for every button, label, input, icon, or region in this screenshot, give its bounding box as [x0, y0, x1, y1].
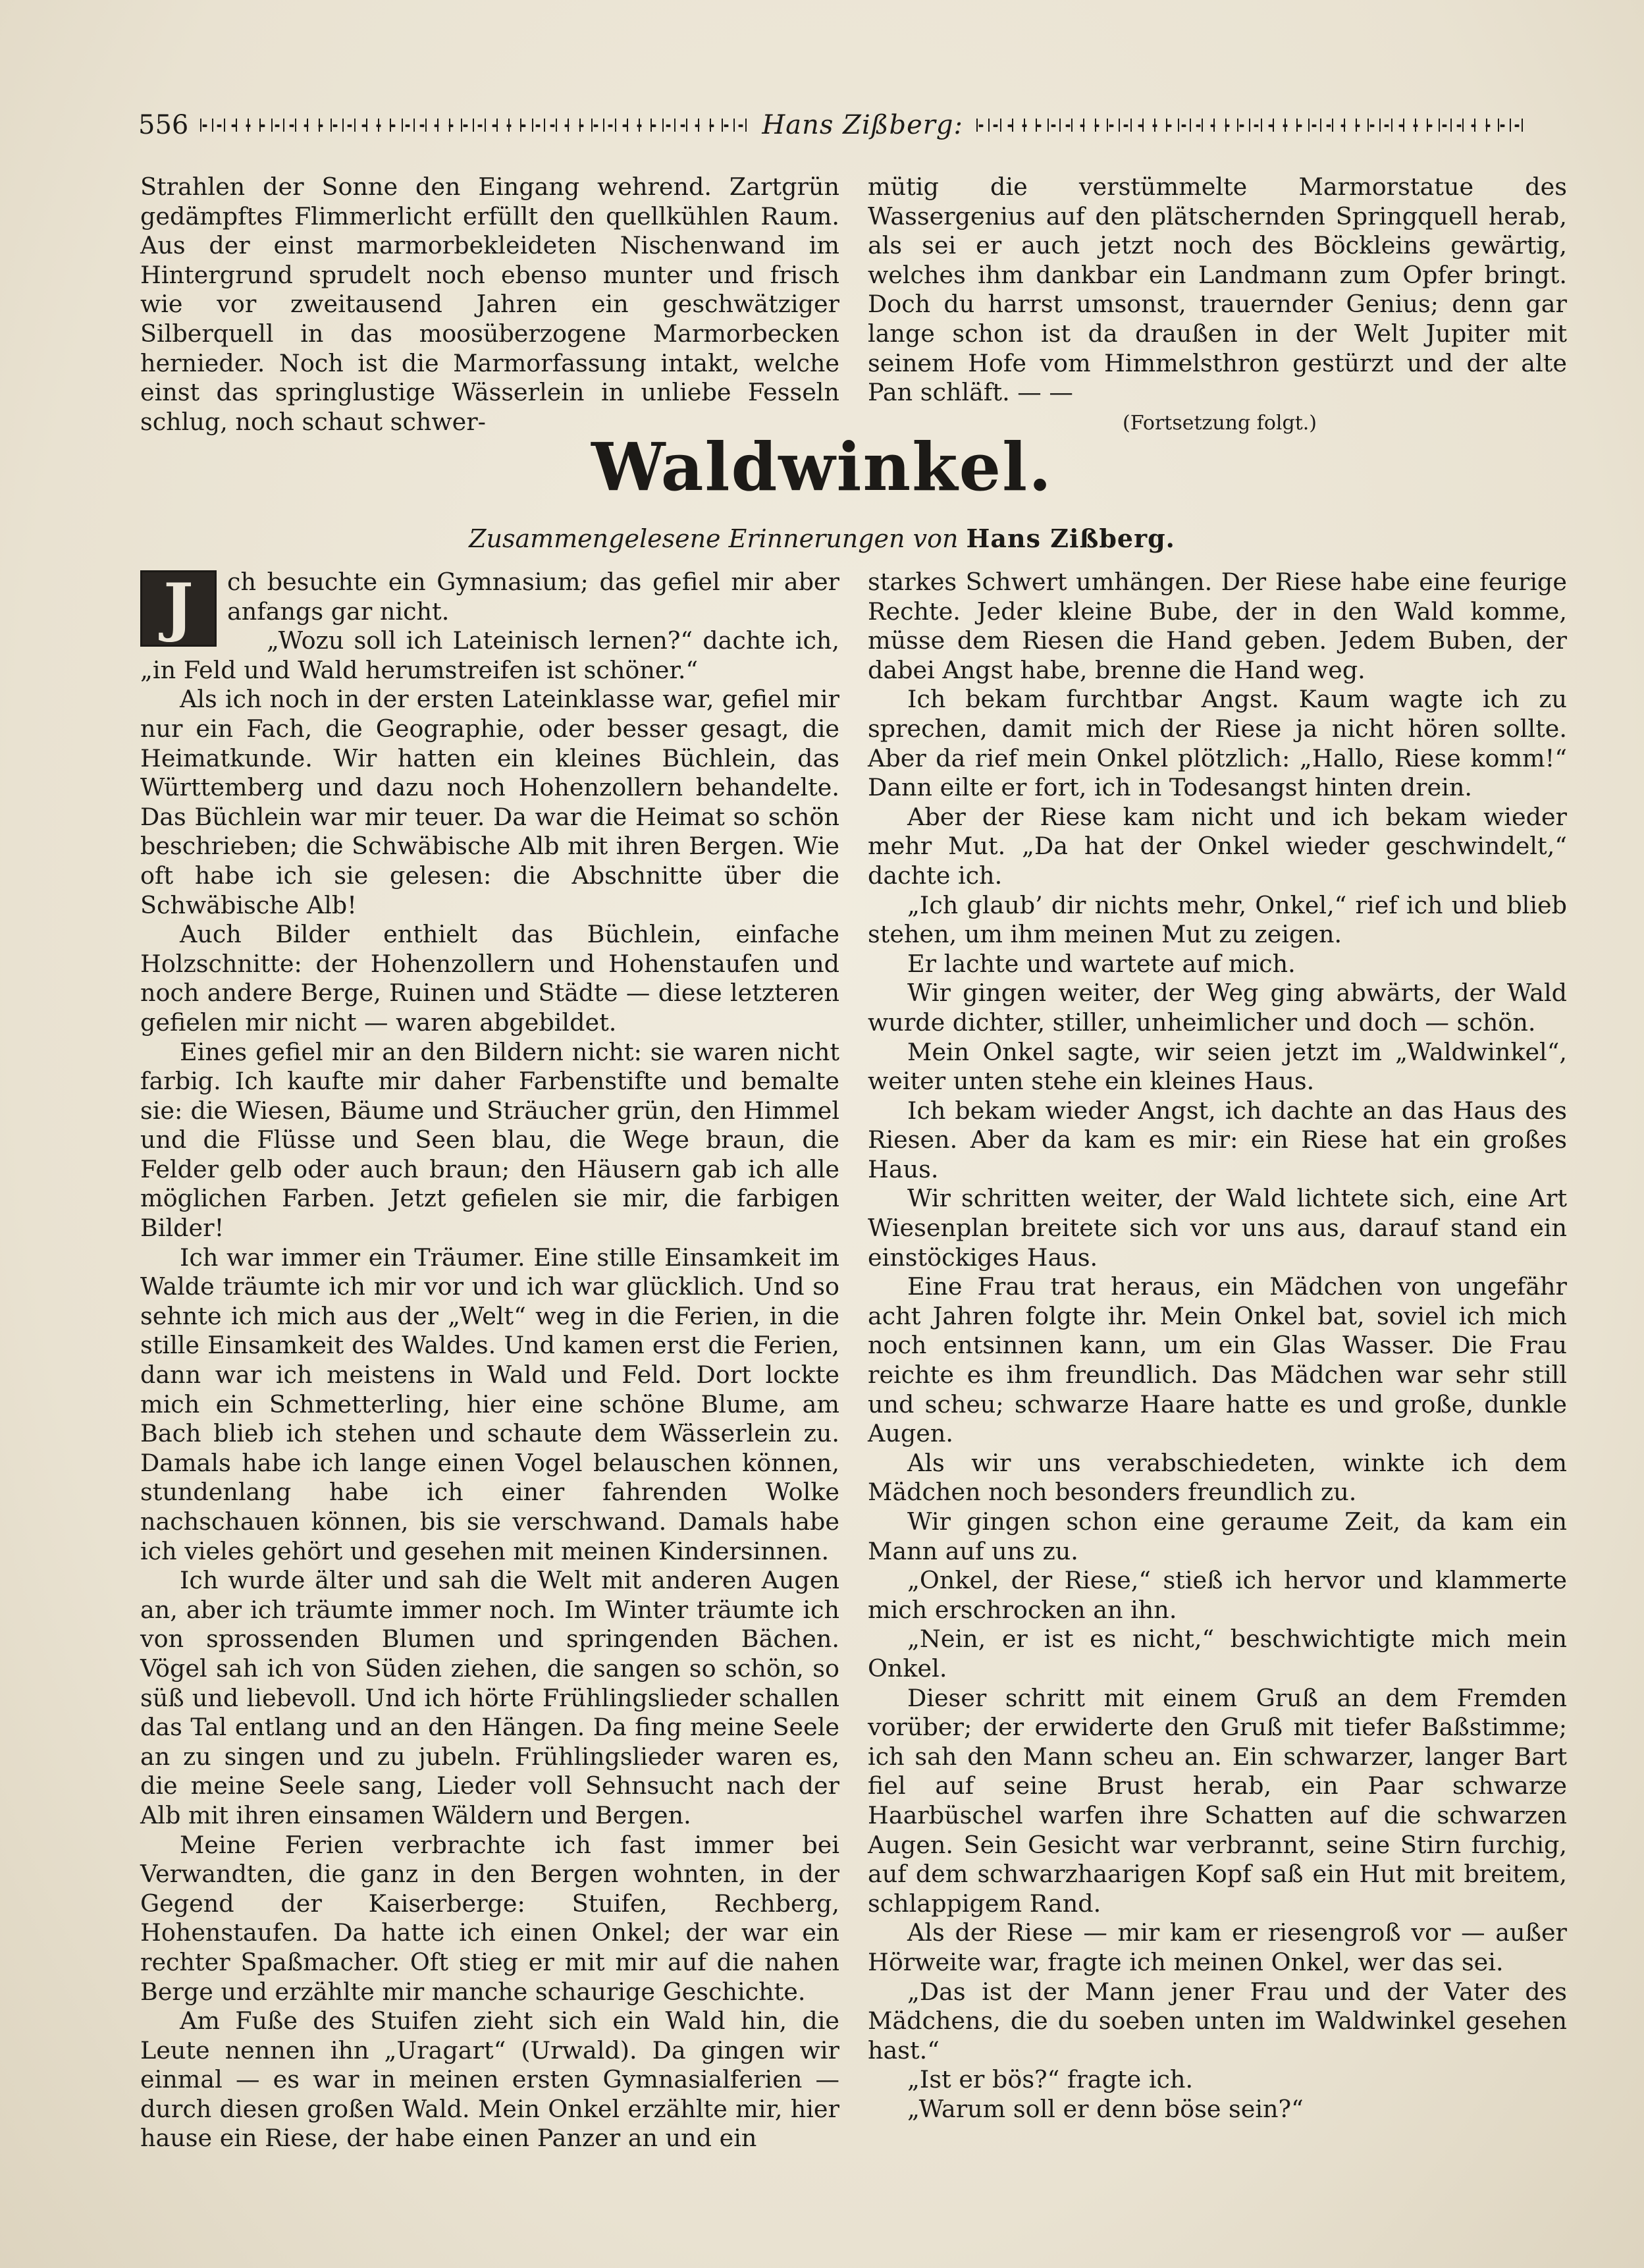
paragraph: Wir gingen weiter, der Weg ging abwärts, der Wald wurde dichter, stiller, unheimlicher und doch — schön. — [868, 979, 1567, 1037]
subtitle-text: Zusammengelesene Erinnerungen von — [469, 524, 959, 553]
paragraph: Am Fuße des Stuifen zieht sich ein Wald hin, die Leute nennen ihn „Uragart“ (Urwald). Da gingen wir einmal — es war in meinen ersten Gymnasialferien — durch diesen großen Wald. Mein Onkel erzählte mir, hier hause ein Riese, der habe einen Panzer an und ein — [140, 2007, 839, 2153]
paragraph: „Nein, er ist es nicht,“ beschwichtigte mich mein Onkel. — [868, 1625, 1567, 1683]
paragraph: „Onkel, der Riese,“ stieß ich hervor und klammerte mich erschrocken an ihn. — [868, 1566, 1567, 1624]
paragraph: Ich wurde älter und sah die Welt mit anderen Augen an, aber ich träumte immer noch. Im Winter träumte ich von sprossenden Blumen und springenden Bächen. Vögel sah ich von Süden ziehen, die sangen so schön, so süß und liebevoll. Und ich hörte Frühlingslieder schallen das Tal entlang und an den Hängen. Da fing meine Seele an zu singen und zu jubeln. Frühlingslieder waren es, die meine Seele sang, Lieder voll Sehnsucht nach der Alb mit ihren einsamen Wäldern und Bergen. — [140, 1566, 839, 1829]
paragraph: Ich bekam wieder Angst, ich dachte an das Haus des Riesen. Aber da kam es mir: ein Riese hat ein großes Haus. — [868, 1096, 1567, 1183]
paragraph: Meine Ferien verbrachte ich fast immer bei Verwandten, die ganz in den Bergen wohnten, in der Gegend der Kaiserberge: Stuifen, Rechberg, Hohenstaufen. Da hatte ich einen Onkel; der war ein rechter Spaßmacher. Oft stieg er mit mir auf die nahen Berge und erzählte mir manche schaurige Geschichte. — [140, 1830, 839, 2006]
page-number: 556 — [138, 110, 189, 140]
running-head — [138, 105, 1527, 145]
paragraph: „Ist er bös?“ fragte ich. — [907, 2065, 1194, 2094]
paragraph: Mein Onkel sagte, wir seien jetzt im „Waldwinkel“, weiter unten stehe ein kleines Haus. — [868, 1037, 1567, 1096]
paragraph: Als ich noch in der ersten Lateinklasse war, gefiel mir nur ein Fach, die Geographie, oder besser gesagt, die Heimatkunde. Wir hatten ein kleines Büchlein, das Württemberg und dazu noch Hohenzollern behandelte. Das Büchlein war mir teuer. Da war die Heimat so schön beschrieben; die Schwäbische Alb mit ihren Bergen. Wie oft habe ich sie gelesen: die Abschnitte über die Schwäbische Alb! — [140, 685, 839, 919]
previous-article-right-column — [868, 173, 1567, 438]
paragraph: „Wozu soll ich Lateinisch lernen?“ dachte ich, „in Feld und Wald herumstreifen ist schöner.“ — [140, 626, 839, 684]
article-title: Waldwinkel. — [591, 428, 1053, 506]
paragraph: Eines gefiel mir an den Bildern nicht: sie waren nicht farbig. Ich kaufte mir daher Farbenstifte und bemalte sie: die Wiesen, Bäume und Sträucher grün, den Himmel und die Flüsse und Seen blau, die Wege braun, die Felder gelb oder auch braun; den Häusern gab ich alle möglichen Farben. Jetzt gefielen sie mir, die farbigen Bilder! — [140, 1037, 839, 1243]
running-head-author: Hans Zißberg: — [762, 110, 963, 140]
paragraph: „Ich glaub’ dir nichts mehr, Onkel,“ rief ich und blieb stehen, um ihm meinen Mut zu zeigen. — [868, 890, 1567, 949]
paragraph-text: ch besuchte ein Gymnasium; das gefiel mir aber anfangs gar nicht. — [227, 568, 839, 626]
drop-cap-initial: J — [140, 570, 217, 647]
paragraph: Wir schritten weiter, der Wald lichtete sich, eine Art Wiesenplan breitete sich vor uns aus, darauf stand ein einstöckiges Haus. — [868, 1184, 1567, 1272]
paragraph: „Das ist der Mann jener Frau und der Vater des Mädchens, die du soeben unten im Waldwinkel gesehen hast.“ — [868, 1977, 1567, 2065]
article-left-column — [140, 568, 839, 2153]
subtitle-author: Hans Zißberg. — [966, 524, 1175, 553]
paragraph: Als wir uns verabschiedeten, winkte ich dem Mädchen noch besonders freundlich zu. — [868, 1448, 1567, 1507]
paragraph: „Warum soll er denn böse sein?“ — [907, 2094, 1304, 2123]
paragraph: Strahlen der Sonne den Eingang wehrend. Zartgrün gedämpftes Flimmerlicht erfüllt den quellkühlen Raum. Aus der einst marmorbekleideten Nischenwand im Hintergrund sprudelt noch ebenso munter und frisch wie vor zweitausend Jahren ein geschwätziger Silberquell in das moosüberzogene Marmorbecken hernieder. Noch ist die Marmorfassung intakt, welche einst das springlustige Wässerlein in unliebe Fesseln schlug, noch schaut schwer- — [140, 173, 839, 436]
paragraph: Als der Riese — mir kam er riesengroß vor — außer Hörweite war, fragte ich meinen Onkel, wer das sei. — [868, 1918, 1567, 1976]
paragraph: Aber der Riese kam nicht und ich bekam wieder mehr Mut. „Da hat der Onkel wieder geschwindelt,“ dachte ich. — [868, 802, 1567, 890]
paragraph: Ich bekam furchtbar Angst. Kaum wagte ich zu sprechen, damit mich der Riese ja nicht hören sollte. Aber da rief mein Onkel plötzlich: „Hallo, Riese komm!“ Dann eilte er fort, ich in Todesangst hinten drein. — [868, 685, 1567, 802]
previous-article-left-column — [140, 173, 839, 437]
article-subtitle — [0, 524, 1644, 553]
paragraph: starkes Schwert umhängen. Der Riese habe eine feurige Rechte. Jeder kleine Bube, der in den Wald komme, müsse dem Riesen die Hand geben. Jedem Buben, der dabei Angst habe, brenne die Hand weg. — [868, 568, 1567, 684]
ornament-rule-right — [974, 119, 1527, 132]
paragraph: Auch Bilder enthielt das Büchlein, einfache Holzschnitte: der Hohenzollern und Hohenstaufen und noch andere Berge, Ruinen und Städte — diese letzteren gefielen mir nicht — waren abgebildet. — [140, 920, 839, 1037]
article-right-column — [868, 568, 1567, 2124]
paragraph: Eine Frau trat heraus, ein Mädchen von ungefähr acht Jahren folgte ihr. Mein Onkel bat, soviel ich mich noch entsinnen kann, um ein Glas Wasser. Die Frau reichte es ihm freundlich. Das Mädchen war sehr still und scheu; schwarze Haare hatte es und große, dunkle Augen. — [868, 1272, 1567, 1448]
paragraph: Ich war immer ein Träumer. Eine stille Einsamkeit im Walde träumte ich mir vor und ich war glücklich. Und so sehnte ich mich aus der „Welt“ weg in die Ferien, in die stille Einsamkeit des Waldes. Und kamen erst die Ferien, dann war ich meistens in Wald und Feld. Dort lockte mich ein Schmetterling, hier eine schöne Blume, am Bach blieb ich stehen und schaute dem Wässerlein zu. Damals habe ich lange einen Vogel belauschen können, stundenlang habe ich einer fahrenden Wolke nachschauen können, bis sie verschwand. Damals habe ich vieles gehört und gesehen mit meinen Kindersinnen. — [140, 1243, 839, 1565]
paragraph — [140, 568, 839, 644]
paragraph: mütig die verstümmelte Marmorstatue des Wassergenius auf den plätschernden Springquell herab, als sei er auch jetzt noch des Böckleins gewärtig, welches ihm dankbar ein Landmann zum Opfer bringt. Doch du harrst umsonst, trauernder Genius; denn gar lange schon ist da draußen in der Welt Jupiter mit seinem Hofe vom Himmelsthron gestürzt und der alte Pan schläft. — — — [868, 173, 1567, 407]
paragraph: Er lachte und wartete auf mich. — [907, 949, 1296, 978]
paragraph: Wir gingen schon eine geraume Zeit, da kam ein Mann auf uns zu. — [868, 1507, 1567, 1565]
ornament-rule-left — [198, 119, 751, 132]
paragraph: Dieser schritt mit einem Gruß an dem Fremden vorüber; der erwiderte den Gruß mit tiefer Baßstimme; ich sah den Mann scheu an. Ein schwarzer, langer Bart fiel auf seine Brust herab, ein Paar schwarze Haarbüschel warfen ihre Schatten auf die schwarzen Augen. Sein Gesicht war verbrannt, seine Stirn furchig, auf dem schwarzhaarigen Kopf saß ein Hut mit breitem, schlappigem Rand. — [868, 1683, 1567, 1918]
continuation-note: (Fortsetzung folgt.) — [1123, 411, 1317, 435]
